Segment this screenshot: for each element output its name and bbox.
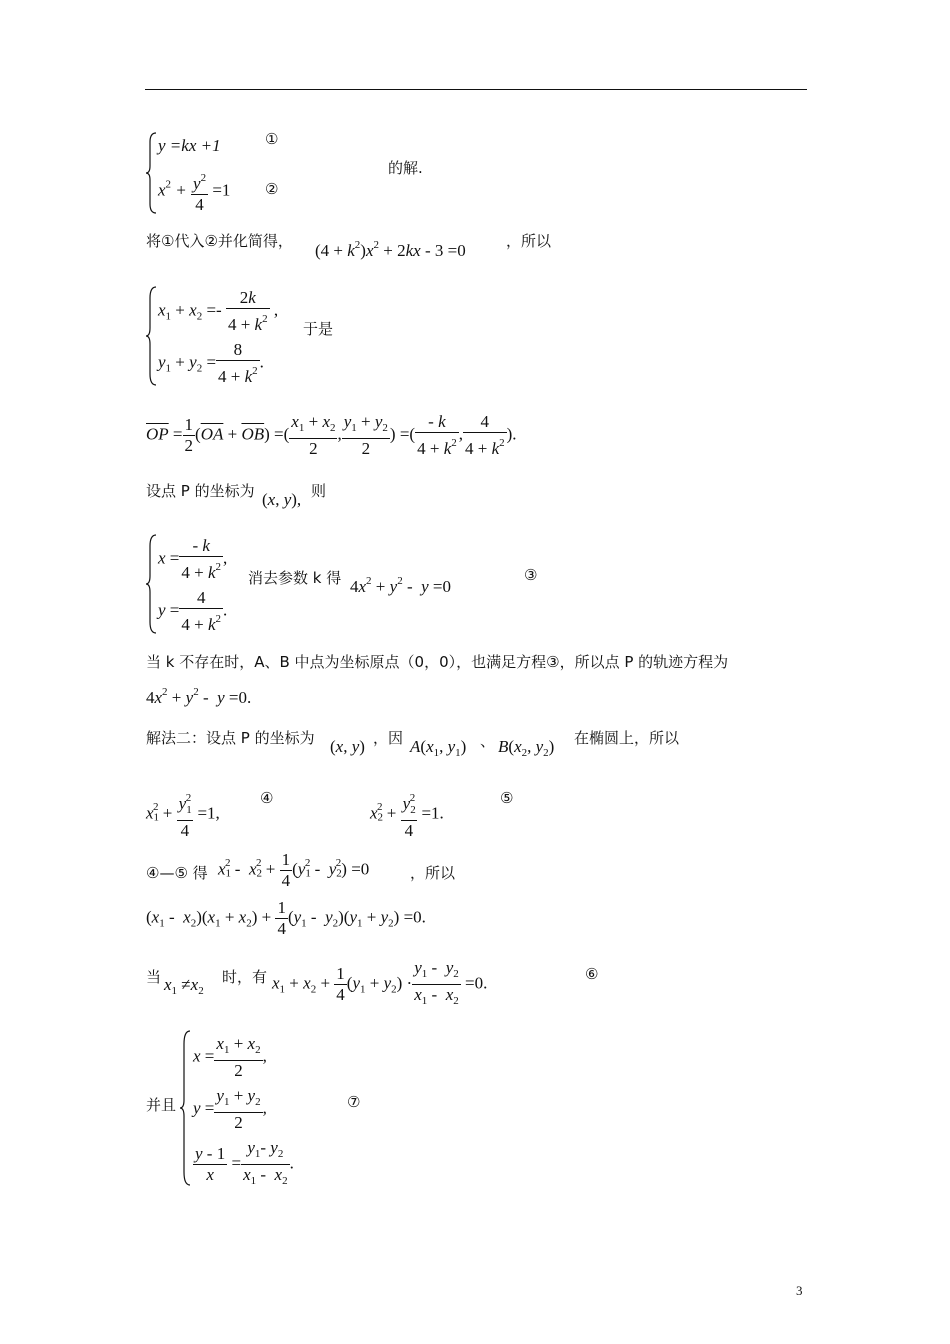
equation-sum-x: $x_1 + x_2$ =- $\frac{2k}{4 + k^2}$ , (158, 288, 279, 334)
equation-factored: $(x_1 - x_2)(x_1 + x_2)$ + $\frac{1}{4}$ $(y_1 - y_2)(y_1 + y_2) =0$. (146, 898, 426, 938)
equation-sum-y: $y_1 + y_2$ = $\frac{8}{4 + k^2}$ . (158, 340, 264, 386)
equation-2: $x^2$ + $\frac{y^2}{4}$ =1 (158, 168, 230, 215)
page-number: 3 (796, 1283, 803, 1298)
equation-quadratic: $(4 + k^2)x^2 + 2kx - 3 =0$ (315, 239, 466, 260)
equation-y-param: y = $\frac{4}{4 + k^2}$ . (158, 588, 228, 634)
equation-trajectory-final: $4x^2 + y^2 - y =0$. (146, 686, 252, 707)
text-ze: 则 (311, 482, 327, 500)
text-dangk: 当 k 不存在时，A、B 中点为坐标原点（0，0），也满足方程③，所以点 P 的轨迹方程为 (146, 653, 729, 671)
marker-5: ⑤ (500, 789, 514, 807)
equation-7c: $\frac{y - 1}{x}$ = $\frac{y_1- y_2}{x_1 - x_2}$ . (195, 1138, 294, 1187)
text-shedian: 设点 P 的坐标为 (146, 482, 255, 500)
marker-3: ③ (524, 566, 538, 584)
text-de-jie: 的解. (388, 159, 423, 177)
coord-xy: (x, y), (262, 490, 302, 509)
text-sub45: ④—⑤ 得 (146, 864, 208, 882)
marker-6: ⑥ (585, 965, 599, 983)
coord-xy-2: (x, y) (330, 737, 365, 756)
equation-7a: x = $\frac{x_1 + x_2}{2}$ , (193, 1034, 267, 1080)
header-rule (145, 89, 807, 90)
equation-diff: $x1^2 - x2^2$ + $\frac{1}{4}$ $(y1^2 - y2^2) =0$ (218, 850, 370, 890)
text-suoyi: ，所以 (506, 232, 552, 250)
point-a: $A(x_1$, $y_1$) (410, 737, 467, 759)
condition-neq: $x_1 \ne x_2$ (164, 975, 204, 997)
text-suoyi2: ，所以 (410, 864, 456, 882)
text-shiyou: 时，有 (222, 968, 268, 986)
equation-4: $x1^2$ + $\frac{y_1^2}{4}$ =1, (146, 788, 220, 841)
equation-7b: y = $\frac{y_1 + y_2}{2}$ , (193, 1086, 267, 1132)
left-brace (146, 286, 158, 386)
marker-4: ④ (260, 789, 274, 807)
marker-2: ② (265, 180, 279, 198)
equation-x-param: x = $\frac{- k}{4 + k^2}$ , (158, 536, 228, 582)
text-yushi: 于是 (303, 320, 334, 338)
text-jiefa2: 解法二：设点 P 的坐标为 (146, 729, 315, 747)
text-zaituoyuan: 在椭圆上，所以 (574, 729, 680, 747)
equation-1: y =kx +1 (158, 136, 221, 155)
equation-trajectory: $4x^2 + y^2 - y =0$ (350, 575, 451, 596)
equation-5: $x2^2$ + $\frac{y_2^2}{4}$ =1. (370, 788, 444, 841)
text-xiaoqu: 消去参数 k 得 (248, 569, 342, 587)
marker-7: ⑦ (347, 1093, 361, 1111)
left-brace (180, 1030, 192, 1186)
text-yin: ，因 (373, 729, 404, 747)
text-dang: 当 (146, 968, 162, 986)
text-jiang: 将①代入②并化简得， (146, 232, 293, 250)
text-bingqie: 并且 (146, 1096, 177, 1114)
equation-op-vector: $\overline{OP}$ = $\frac{1}{2}$ $(\overline{OA} + \overline{OB})$ =( $\frac{x_1 + x_2}{2}$ , $\frac{y_1 + y_2}{2}$ ) =( $\frac{- k}{4 + k^2}$ , $\frac{4}{4 + k^2}$ ). (146, 412, 517, 458)
left-brace (146, 534, 158, 634)
text-dun: 、 (480, 732, 496, 750)
point-b: $B(x_2$, $y_2$) (498, 737, 555, 759)
marker-1: ① (265, 130, 279, 148)
equation-6: $x_1 + x_2$ + $\frac{1}{4}$ $(y_1 + y_2)$ · $\frac{y_1 - y_2}{x_1 - x_2}$ =0. (272, 958, 488, 1007)
left-brace (146, 132, 158, 214)
